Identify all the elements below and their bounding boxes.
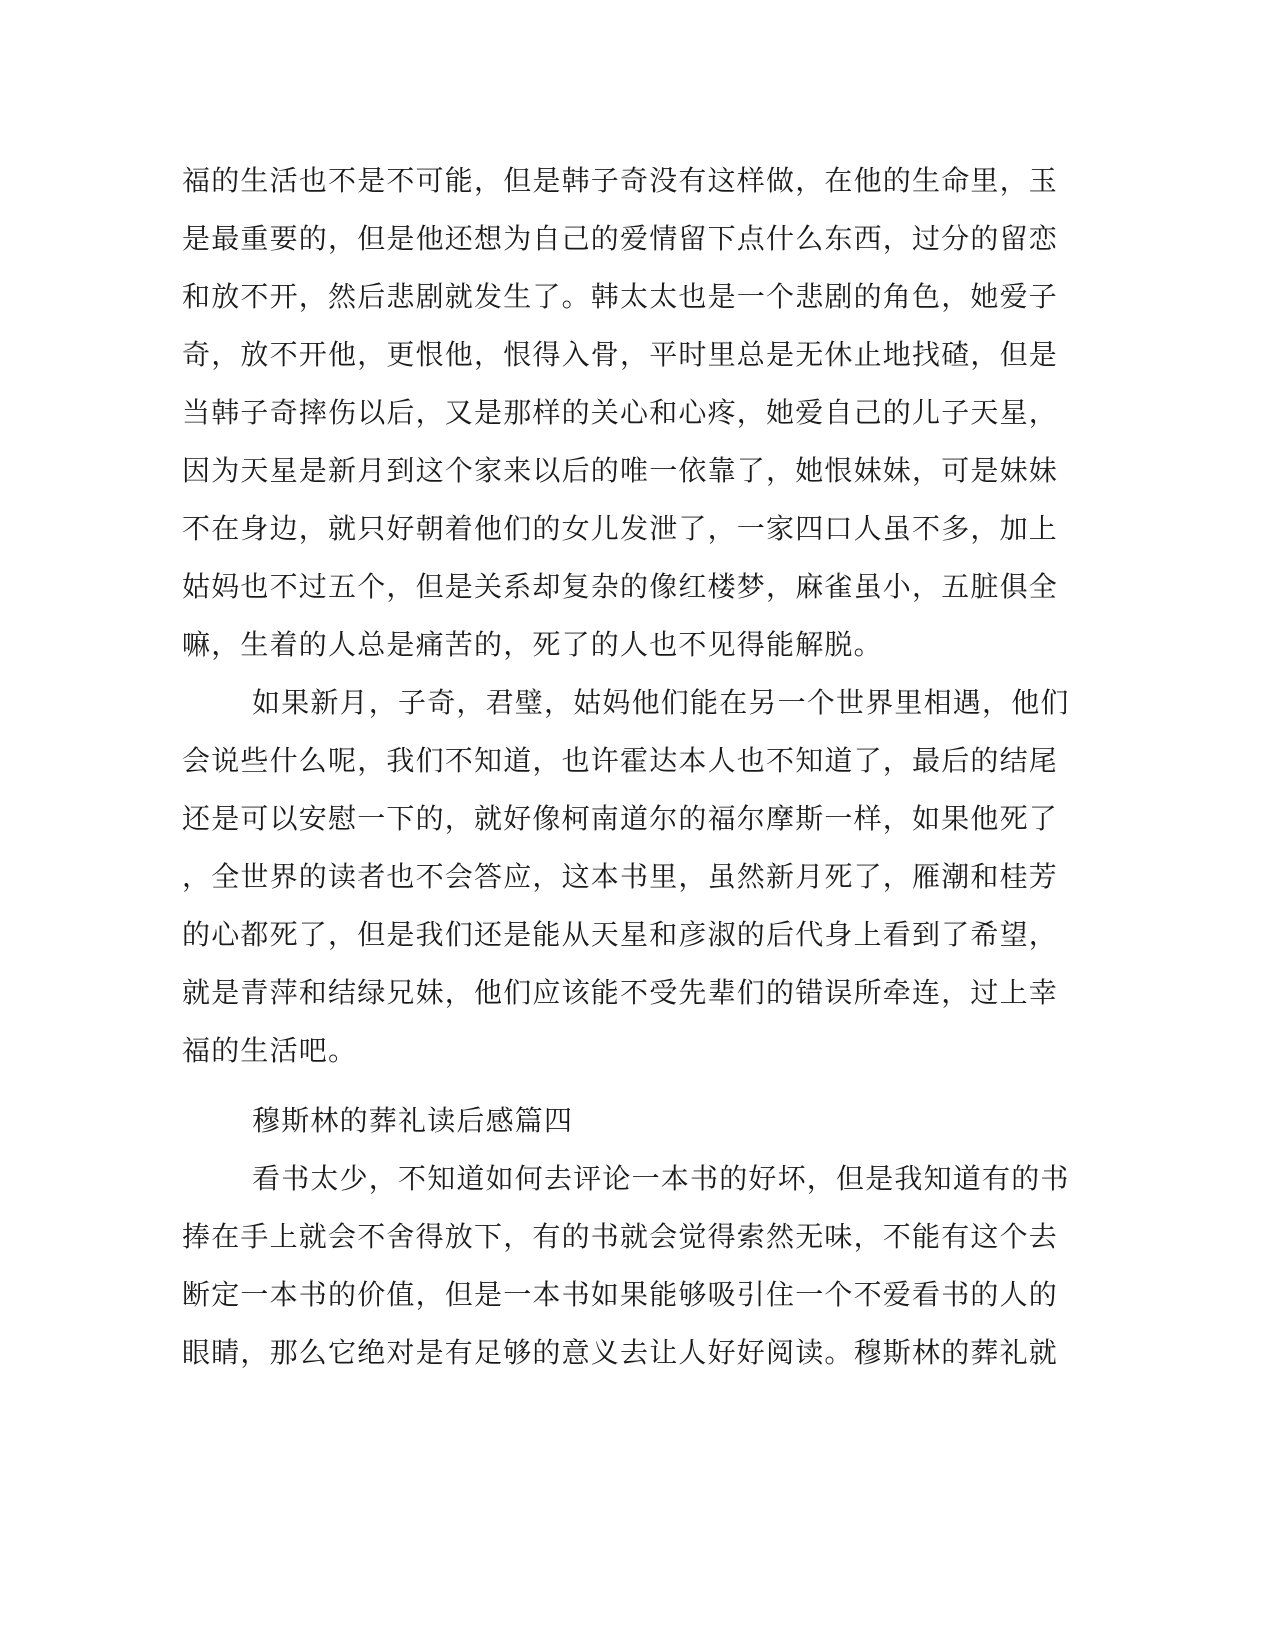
text-line: 福的生活吧。: [182, 1034, 358, 1067]
text-line: 福的生活也不是不可能，但是韩子奇没有这样做，在他的生命里，玉: [182, 164, 1059, 197]
text-line: 的心都死了，但是我们还是能从天星和彦淑的后代身上看到了希望，: [182, 918, 1059, 951]
text-line: 和放不开，然后悲剧就发生了。韩太太也是一个悲剧的角色，她爱子: [182, 280, 1059, 313]
text-line: 会说些什么呢，我们不知道，也许霍达本人也不知道了，最后的结尾: [182, 744, 1059, 777]
text-line: 因为天星是新月到这个家来以后的唯一依靠了，她恨妹妹，可是妹妹: [182, 454, 1059, 487]
text-line: 不在身边，就只好朝着他们的女儿发泄了，一家四口人虽不多，加上: [182, 512, 1059, 545]
text-line: 嘛，生着的人总是痛苦的，死了的人也不见得能解脱。: [182, 628, 883, 661]
text-line: 还是可以安慰一下的，就好像柯南道尔的福尔摩斯一样，如果他死了: [182, 802, 1059, 835]
text-line: ，全世界的读者也不会答应，这本书里，虽然新月死了，雁潮和桂芳: [182, 860, 1059, 893]
text-line: 眼睛，那么它绝对是有足够的意义去让人好好阅读。穆斯林的葬礼就: [182, 1336, 1059, 1369]
section-heading: 穆斯林的葬礼读后感篇四: [252, 1104, 574, 1137]
paragraph-first-line: 看书太少，不知道如何去评论一本书的好坏，但是我知道有的书: [252, 1162, 1070, 1195]
text-line: 奇，放不开他，更恨他，恨得入骨，平时里总是无休止地找碴，但是: [182, 338, 1059, 371]
text-line: 断定一本书的价值，但是一本书如果能够吸引住一个不爱看书的人的: [182, 1278, 1059, 1311]
text-line: 姑妈也不过五个，但是关系却复杂的像红楼梦，麻雀虽小，五脏俱全: [182, 570, 1059, 603]
text-line: 是最重要的，但是他还想为自己的爱情留下点什么东西，过分的留恋: [182, 222, 1059, 255]
text-line: 就是青萍和结绿兄妹，他们应该能不受先辈们的错误所牵连，过上幸: [182, 976, 1059, 1009]
text-line: 捧在手上就会不舍得放下，有的书就会觉得索然无味，不能有这个去: [182, 1220, 1059, 1253]
paragraph-first-line: 如果新月，子奇，君璧，姑妈他们能在另一个世界里相遇，他们: [252, 686, 1070, 719]
text-line: 当韩子奇摔伤以后，又是那样的关心和心疼，她爱自己的儿子天星，: [182, 396, 1059, 429]
